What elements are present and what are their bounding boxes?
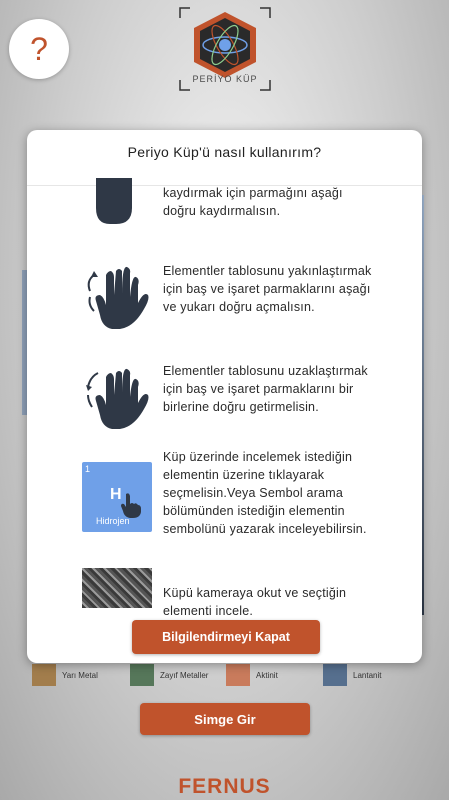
legend-swatch <box>323 664 347 686</box>
logo-text: PERİYO KÜP <box>192 74 258 84</box>
hand-swipe-down-icon <box>82 178 152 228</box>
cube-icon <box>82 568 152 608</box>
help-button[interactable] <box>9 19 69 79</box>
tap-hand-icon <box>120 492 142 518</box>
legend-swatch <box>32 664 56 686</box>
close-info-button[interactable]: Bilgilendirmeyi Kapat <box>132 620 320 654</box>
category-legend <box>0 664 449 688</box>
legend-label: Lantanit <box>353 670 382 680</box>
question-icon: ? <box>30 30 48 67</box>
legend-label: Yarı Metal <box>62 670 98 680</box>
hand-pinch-out-icon <box>82 261 152 331</box>
legend-item <box>130 664 208 686</box>
step-text: kaydırmak için parmağını aşağı doğru kaydırmalısın. <box>163 186 343 218</box>
step-text: Küpü kameraya okut ve seçtiğin elementi incele. <box>163 586 347 618</box>
legend-swatch <box>226 664 250 686</box>
enter-symbol-button[interactable]: Simge Gir <box>140 703 310 735</box>
element-name: Hidrojen <box>96 516 130 526</box>
legend-label: Aktinit <box>256 670 278 680</box>
step-text: Küp üzerinde incelemek istediğin elementin üzerine tıklayarak seçmelisin.Veya Sembol arama bölümünden istediğin elementin sembolünü yazarak inceleyebilirsin. <box>163 450 367 536</box>
modal-title: Periyo Küp'ü nasıl kullanırım? <box>127 144 322 160</box>
legend-item <box>226 664 278 686</box>
step-text: Elementler tablosunu yakınlaştırmak için baş ve işaret parmaklarını aşağı ve yukarı doğru açmalısın. <box>163 264 372 314</box>
element-tap-icon <box>82 462 152 532</box>
instructions-scroll-area[interactable] <box>27 186 422 618</box>
legend-swatch <box>130 664 154 686</box>
element-symbol: H <box>110 486 122 503</box>
element-number: 1 <box>85 464 91 474</box>
help-modal <box>27 130 422 663</box>
legend-item <box>323 664 381 686</box>
hand-pinch-in-icon <box>82 361 152 431</box>
legend-item <box>32 664 98 686</box>
brand-name: FERNUS <box>178 775 271 798</box>
step-text: Elementler tablosunu uzaklaştırmak için baş ve işaret parmaklarını bir birlerine doğru getirmelisin. <box>163 364 368 414</box>
legend-label: Zayıf Metaller <box>160 670 209 680</box>
